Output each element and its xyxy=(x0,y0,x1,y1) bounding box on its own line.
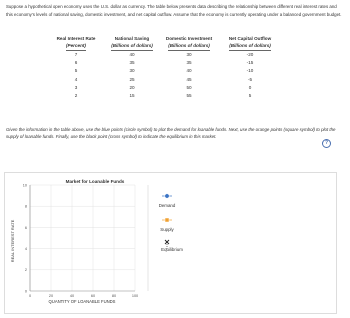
table-cell: 40 xyxy=(186,68,192,74)
table-cell: 2 xyxy=(74,93,78,99)
cross-icon[interactable] xyxy=(165,240,169,244)
x-tick-labels xyxy=(29,294,138,298)
table-row xyxy=(46,59,280,67)
table-cell: -15 xyxy=(246,59,254,65)
x-tick-label: 60 xyxy=(90,294,96,298)
table-cell: 5 xyxy=(74,68,78,74)
header-unit: (Billions of dollars) xyxy=(168,43,210,51)
intro-text: Suppose a hypothetical open economy uses the U.S. dollar as currency. The table below presents data describing the relationship between different real interest rates and this economy's levels of national saving, domestic investment, and net capital outflow. Assume that the economy is currently operating under a balanced government budget. xyxy=(6,4,342,17)
x-tick-label: 80 xyxy=(111,294,117,298)
table-row xyxy=(46,67,280,75)
square-icon[interactable] xyxy=(165,218,169,222)
table-cell: 55 xyxy=(186,93,192,99)
header-domestic-investment xyxy=(158,36,220,51)
grid-lines xyxy=(30,185,135,291)
table-cell: -20 xyxy=(246,51,254,57)
table-cell: 4 xyxy=(74,76,78,82)
help-icon[interactable]: ? xyxy=(322,139,331,148)
table-row xyxy=(46,76,280,84)
y-tick-label: 2 xyxy=(24,268,27,273)
table-header-row xyxy=(46,36,280,51)
table-cell: 0 xyxy=(248,84,252,90)
table-cell: 45 xyxy=(186,76,192,82)
y-axis-label: REAL INTEREST RATE xyxy=(10,219,15,263)
graph-title: Market for Loanable Funds xyxy=(65,179,125,184)
header-net-capital-outflow xyxy=(220,36,280,51)
table-cell: -5 xyxy=(247,76,253,82)
table-cell: 40 xyxy=(129,51,135,57)
demand-tool[interactable] xyxy=(162,194,172,198)
header-unit: (Billions of dollars) xyxy=(111,43,153,51)
instructions-text: Given the information in the table above, use the blue points (circle symbol) to plot the demand for loanable funds. Next, use the orange points (square symbol) to plot the supply of loanable funds. Finally, use the black point (cross symbol) to indicate the equilibrium in this market. xyxy=(6,127,336,140)
legend-demand-label: Demand xyxy=(158,203,176,208)
loanable-funds-graph[interactable] xyxy=(5,173,336,313)
table-cell: 35 xyxy=(129,59,135,65)
table-cell: 30 xyxy=(129,68,135,74)
x-tick-label: 40 xyxy=(69,294,75,298)
y-tick-label: 8 xyxy=(24,204,27,209)
header-real-interest-rate xyxy=(46,36,106,51)
header-unit: (Billions of dollars) xyxy=(229,43,271,51)
y-tick-label: 6 xyxy=(24,225,27,230)
header-unit: (Percent) xyxy=(66,43,86,51)
table-cell: 3 xyxy=(74,84,78,90)
table-cell: 25 xyxy=(129,76,135,82)
table-cell: 5 xyxy=(248,93,252,99)
header-title: Real Interest Rate xyxy=(56,36,96,41)
data-table xyxy=(46,36,280,100)
table-cell: -10 xyxy=(246,68,254,74)
legend-supply-label: Supply xyxy=(160,227,174,232)
header-title: Domestic Investment xyxy=(165,36,213,41)
table-cell: 20 xyxy=(129,84,135,90)
graph-panel[interactable] xyxy=(4,172,337,314)
x-tick-label: 20 xyxy=(48,294,54,298)
table-cell: 35 xyxy=(186,59,192,65)
header-national-saving xyxy=(106,36,158,51)
table-cell: 15 xyxy=(129,93,135,99)
table-row xyxy=(46,92,280,100)
table-row xyxy=(46,51,280,59)
y-tick-label: 0 xyxy=(24,289,27,294)
x-tick-label: 0 xyxy=(28,294,32,298)
y-tick-labels xyxy=(23,183,27,293)
y-tick-label: 10 xyxy=(22,183,27,188)
table-cell: 30 xyxy=(186,51,192,57)
x-axis-label: QUANTITY OF LOANABLE FUNDS xyxy=(48,299,116,304)
table-cell: 50 xyxy=(186,84,192,90)
table-row xyxy=(46,84,280,92)
header-title: Net Capital Outflow xyxy=(228,36,272,41)
axes xyxy=(30,185,135,291)
table-cell: 6 xyxy=(74,59,78,65)
table-cell: 7 xyxy=(74,51,78,57)
y-tick-label: 4 xyxy=(24,247,27,251)
legend-equilibrium-label: Equilibrium xyxy=(161,247,183,252)
header-title: National Saving xyxy=(114,36,150,41)
supply-tool[interactable] xyxy=(162,218,172,222)
circle-icon[interactable] xyxy=(165,194,169,198)
x-tick-label: 100 xyxy=(131,294,139,298)
